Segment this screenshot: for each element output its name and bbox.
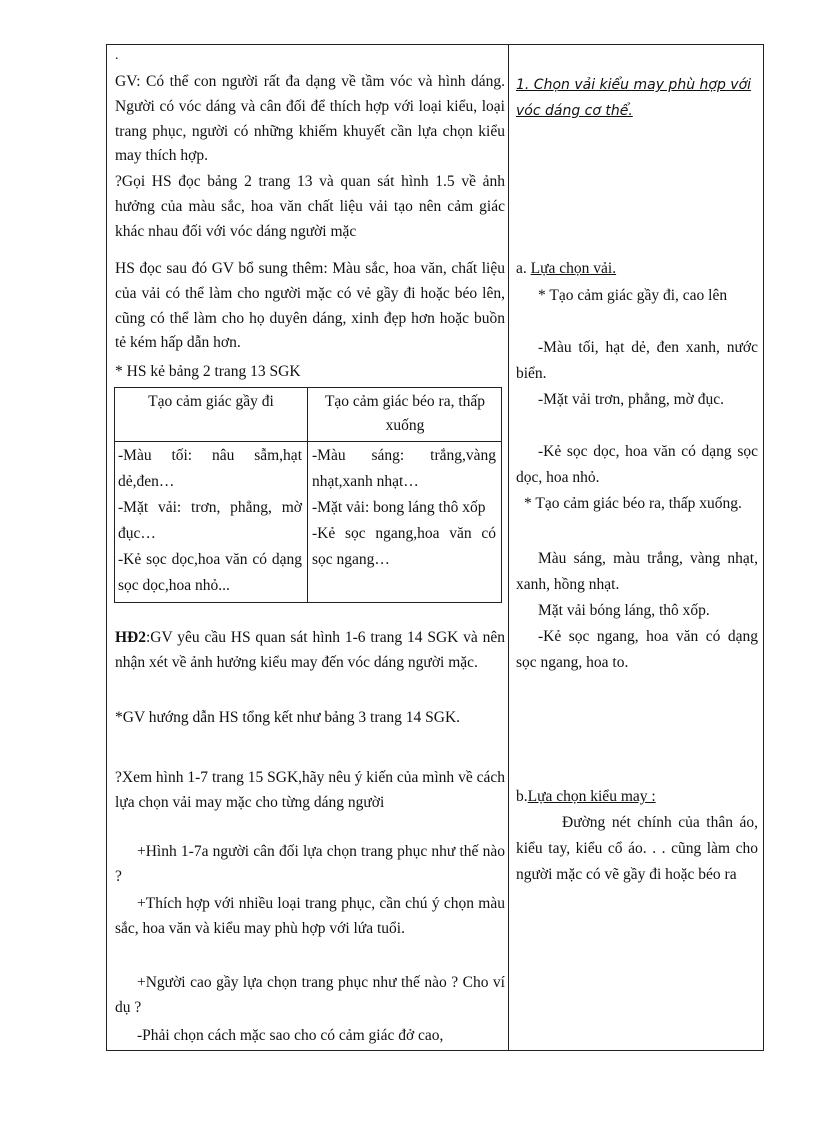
- right-item-glossy: Mặt vải bóng láng, thô xốp.: [538, 602, 710, 619]
- subheading-b-prefix: b.: [516, 788, 528, 805]
- hd2-text: :GV yêu cầu HS quan sát hình 1-6 trang 14 SGK và nên nhận xét về ảnh hưởng kiểu may đến vóc dáng người mặc.: [115, 629, 505, 671]
- section-heading-1: 1. Chọn vải kiểu may phù hợp với vóc dáng cơ thể.: [516, 77, 752, 119]
- right-item-light: Màu sáng, màu trắng, vàng nhạt, xanh, hồng nhạt.: [516, 550, 758, 593]
- left-paragraph-suitable: +Thích hợp với nhiều loại trang phục, cần chú ý chọn màu sắc, hoa văn và kiểu may phù hợp với lứa tuổi.: [115, 895, 505, 937]
- hd2-label: HĐ2: [115, 629, 146, 646]
- column-divider: [508, 44, 509, 1051]
- subheading-a: [516, 256, 758, 282]
- left-paragraph-choose: -Phải chọn cách mặc sao cho có cảm giác đở cao,: [137, 1027, 444, 1044]
- subheading-a-title: Lựa chọn vải.: [530, 260, 617, 277]
- left-paragraph-intro: GV: Có thể con người rất đa dạng về tầm vóc và hình dáng. Người có vóc dáng và cân đối để thích hợp với loại kiểu, loại trang phục, người có những khiếm khuyết cần lựa chọn kiểu may thích hợp.: [115, 73, 505, 165]
- table-cell: -Kẻ sọc dọc,hoa văn có dạng sọc dọc,hoa nhỏ...: [118, 551, 302, 594]
- subheading-b-title: Lựa chọn kiểu may :: [527, 788, 656, 805]
- right-item-smooth: -Mặt vải trơn, phẳng, mờ đục.: [538, 391, 724, 408]
- left-paragraph-summary: *GV hướng dẫn HS tổng kết như bảng 3 trang 14 SGK.: [115, 709, 461, 726]
- table-col-slimming: [118, 443, 302, 599]
- left-paragraph-supplement: HS đọc sau đó GV bổ sung thêm: Màu sắc, hoa văn, chất liệu của vải có thể làm cho người mặc có vẻ gầy đi hoặc béo lên, cũng có thể làm cho họ duyên dáng, xinh đẹp hơn hoặc buồn tẻ kém hấp dẫn hơn.: [115, 260, 505, 352]
- right-item-dark: -Màu tối, hạt dẻ, đen xanh, nước biển.: [516, 339, 758, 382]
- right-item-slim: * Tạo cảm giác gầy đi, cao lên: [538, 287, 728, 304]
- table-cell: -Mặt vải: bong láng thô xốp: [312, 499, 486, 516]
- right-paragraph-cut: Đường nét chính của thân áo, kiểu tay, kiểu cổ áo. . . cũng làm cho người mặc có vẽ gầy đi hoặc béo ra: [516, 814, 758, 883]
- left-paragraph-tall-thin: +Người cao gầy lựa chọn trang phục như thế nào ? Cho ví dụ ?: [115, 974, 505, 1016]
- left-paragraph-hd2: [115, 626, 505, 676]
- left-paragraph-balanced: +Hình 1-7a người cân đối lựa chọn trang phục như thế nào ?: [115, 843, 505, 885]
- right-item-vertical: -Kẻ sọc dọc, hoa văn có dạng sọc dọc, hoa nhỏ.: [516, 443, 758, 486]
- stray-dot: .: [115, 48, 119, 63]
- table-cell: -Màu sáng: trắng,vàng nhạt,xanh nhạt…: [312, 447, 496, 490]
- table-col-widening: [312, 443, 496, 573]
- comparison-table-header-line: [114, 441, 502, 442]
- comparison-table-divider: [307, 387, 308, 603]
- table-header-slimming: Tạo cảm giác gầy đi: [148, 393, 274, 410]
- table-cell: -Kẻ sọc ngang,hoa văn có sọc ngang…: [312, 525, 496, 568]
- subheading-b: [516, 784, 758, 810]
- right-item-horizontal: -Kẻ sọc ngang, hoa văn có dạng sọc ngang, hoa to.: [516, 628, 758, 671]
- table-header-widening: Tạo cảm giác béo ra, thấp xuống: [324, 393, 486, 434]
- left-paragraph-table-task: * HS kẻ bảng 2 trang 13 SGK: [115, 363, 301, 380]
- left-paragraph-question: ?Gọi HS đọc bảng 2 trang 13 và quan sát hình 1.5 về ảnh hưởng của màu sắc, hoa văn chất liệu vải tạo nên cảm giác khác nhau đối với vóc dáng người mặc: [115, 173, 505, 240]
- right-item-wide: * Tạo cảm giác béo ra, thấp xuống.: [524, 495, 742, 512]
- subheading-a-prefix: a.: [516, 260, 531, 277]
- table-cell: -Mặt vải: trơn, phẳng, mờ đục…: [118, 499, 302, 542]
- left-paragraph-figure-question: ?Xem hình 1-7 trang 15 SGK,hãy nêu ý kiến của mình về cách lựa chọn vải may mặc cho từng dáng người: [115, 769, 505, 811]
- table-cell: -Màu tối: nâu sẫm,hạt dẻ,đen…: [118, 447, 302, 490]
